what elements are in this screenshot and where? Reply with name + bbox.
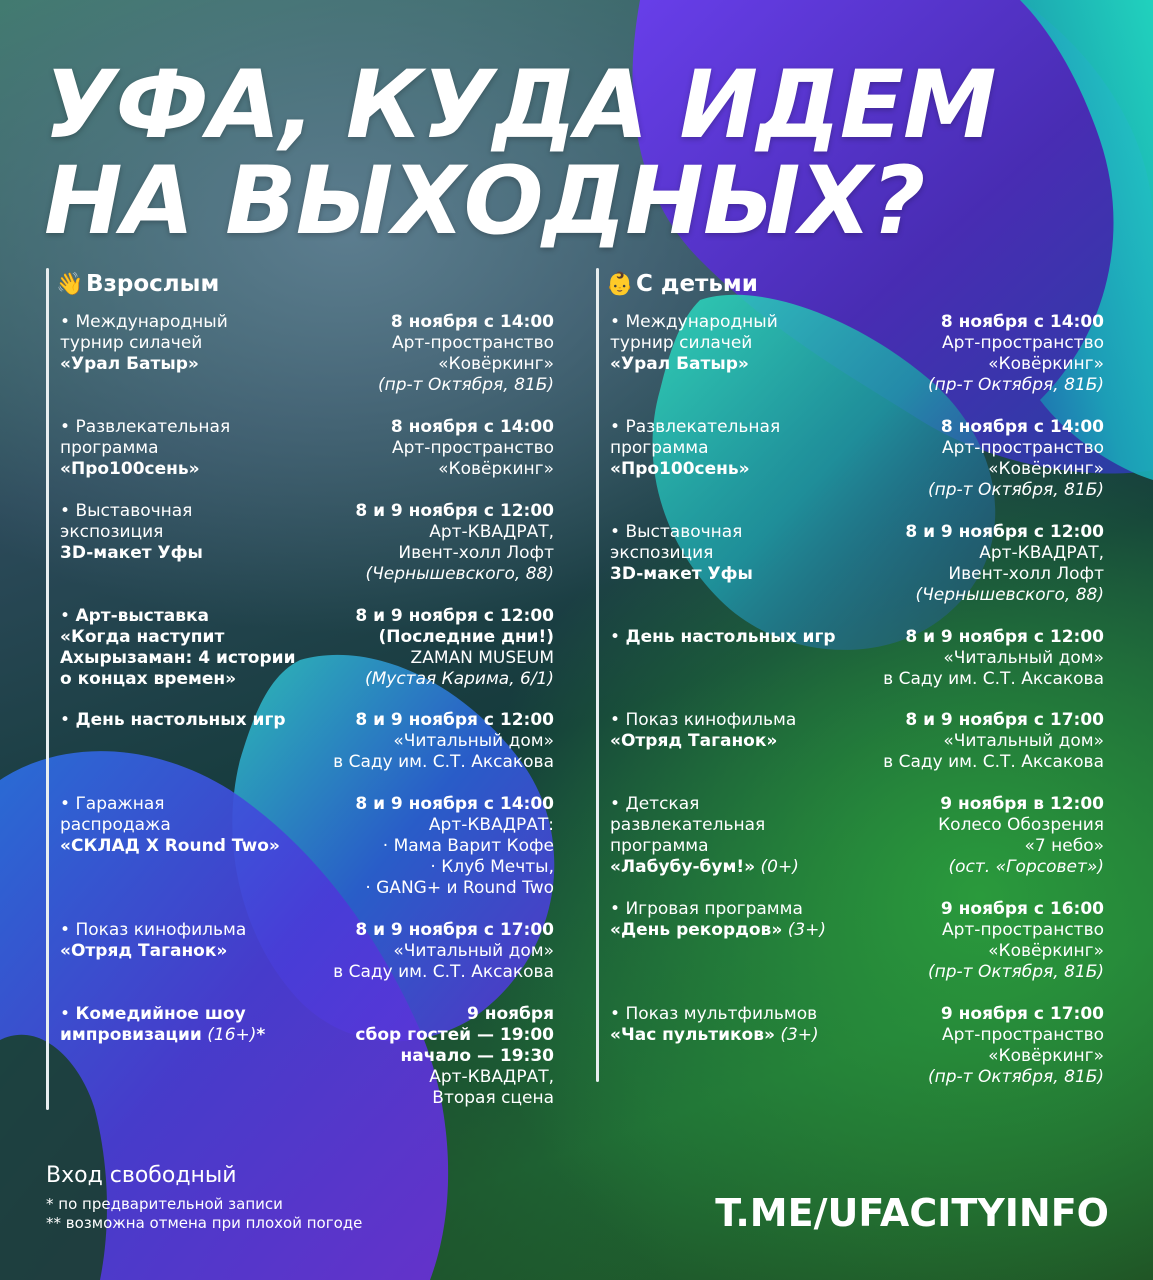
event-title: «Про100сень» bbox=[610, 459, 750, 479]
event-info bbox=[844, 627, 1104, 690]
event-place: Арт-пространство bbox=[941, 920, 1104, 940]
event-type: Развлекательная bbox=[75, 417, 231, 437]
event-name-line bbox=[610, 857, 850, 878]
event-name bbox=[610, 899, 850, 941]
event-address: (пр-т Октября, 81Б) bbox=[378, 375, 554, 395]
event-info bbox=[844, 710, 1104, 773]
event-name bbox=[60, 794, 300, 857]
footnote-mark: * bbox=[256, 1025, 266, 1045]
event-title: «Отряд Таганок» bbox=[60, 941, 228, 961]
event-address: (Чернышевского, 88) bbox=[365, 564, 554, 584]
event-name-line bbox=[610, 522, 850, 543]
event-address: (ост. «Горсовет») bbox=[948, 857, 1104, 877]
event-place: «Ковёркинг» bbox=[988, 354, 1104, 374]
column-title: С детьми bbox=[636, 271, 758, 297]
event-name bbox=[610, 794, 850, 878]
event-info bbox=[294, 501, 554, 585]
bullet-icon: • bbox=[60, 312, 76, 332]
age-rating: (16+) bbox=[207, 1025, 257, 1045]
event-date: 8 ноября с 14:00 bbox=[940, 417, 1104, 437]
event-title: «Урал Батыр» bbox=[610, 354, 749, 374]
event-name-line bbox=[60, 522, 300, 543]
event-place: в Саду им. С.Т. Аксакова bbox=[333, 752, 554, 772]
event-name-line bbox=[610, 1025, 850, 1046]
event-name-line bbox=[610, 899, 850, 920]
bullet-icon: • bbox=[60, 710, 76, 730]
event-name-line bbox=[610, 731, 850, 752]
bullet-icon: • bbox=[610, 1004, 626, 1024]
event-name bbox=[610, 627, 850, 648]
event-name-line bbox=[610, 794, 850, 815]
footnote-weather: ** возможна отмена при плохой погоде bbox=[46, 1214, 363, 1232]
event-title: о концах времен» bbox=[60, 669, 237, 689]
event-type: Игровая программа bbox=[625, 899, 803, 919]
event-name-line bbox=[60, 312, 300, 333]
event-place: «Ковёркинг» bbox=[988, 459, 1104, 479]
event-date: 9 ноября в 12:00 bbox=[940, 794, 1104, 814]
event-info bbox=[844, 1004, 1104, 1088]
event-title: 3D-макет Уфы bbox=[610, 564, 753, 584]
event-date: 8 и 9 ноября с 12:00 bbox=[355, 606, 554, 626]
event-date: 8 и 9 ноября с 17:00 bbox=[905, 710, 1104, 730]
event-name bbox=[610, 312, 850, 375]
event-date: 8 и 9 ноября с 12:00 bbox=[355, 710, 554, 730]
event-title: импровизации bbox=[60, 1025, 202, 1045]
event-place: Арт-КВАДРАТ, bbox=[979, 543, 1104, 563]
event-place: Ивент-холл Лофт bbox=[398, 543, 554, 563]
event-title: «Когда наступит bbox=[60, 627, 225, 647]
event-name-line bbox=[610, 312, 850, 333]
age-rating: (0+) bbox=[760, 857, 799, 877]
event-title: «Про100сень» bbox=[60, 459, 200, 479]
event-info bbox=[844, 794, 1104, 878]
column-heading bbox=[606, 268, 758, 301]
event-name-line bbox=[610, 438, 850, 459]
event-name bbox=[60, 501, 300, 564]
event-name bbox=[60, 417, 300, 480]
bullet-icon: • bbox=[60, 920, 76, 940]
event-place: Арт-КВАДРАТ, bbox=[429, 522, 554, 542]
event-name-line bbox=[60, 354, 300, 375]
event-place: в Саду им. С.Т. Аксакова bbox=[883, 669, 1104, 689]
event-place: в Саду им. С.Т. Аксакова bbox=[883, 752, 1104, 772]
event-name-line bbox=[610, 417, 850, 438]
event-info bbox=[844, 417, 1104, 501]
event-title: «Урал Батыр» bbox=[60, 354, 199, 374]
event-name-line bbox=[60, 815, 300, 836]
event-name-line bbox=[60, 794, 300, 815]
event-type: Международный bbox=[625, 312, 778, 332]
event-place: Арт-КВАДРАТ: bbox=[428, 815, 554, 835]
event-type: Показ кинофильма bbox=[625, 710, 797, 730]
bullet-icon: • bbox=[610, 522, 626, 542]
event-title: 3D-макет Уфы bbox=[60, 543, 203, 563]
event-date: 8 и 9 ноября с 12:00 bbox=[355, 501, 554, 521]
age-rating: (3+) bbox=[787, 920, 827, 940]
event-date: начало — 19:30 bbox=[400, 1046, 554, 1066]
event-name-line bbox=[60, 920, 300, 941]
event-name-line bbox=[610, 333, 850, 354]
bullet-icon: • bbox=[610, 627, 626, 647]
event-address: (пр-т Октября, 81Б) bbox=[928, 480, 1104, 500]
column-divider bbox=[596, 268, 599, 1082]
event-name-line bbox=[60, 648, 300, 669]
event-address: (Мустая Карима, 6/1) bbox=[364, 669, 554, 689]
event-name-line bbox=[610, 836, 850, 857]
event-type: программа bbox=[610, 438, 709, 458]
event-name-line bbox=[60, 543, 300, 564]
event-name-line bbox=[60, 606, 300, 627]
event-date: 8 и 9 ноября с 17:00 bbox=[355, 920, 554, 940]
event-title: «Час пультиков» bbox=[610, 1025, 775, 1045]
event-name-line bbox=[60, 836, 300, 857]
event-name bbox=[610, 1004, 850, 1046]
event-place: «7 небо» bbox=[1024, 836, 1104, 856]
event-type: развлекательная bbox=[610, 815, 766, 835]
event-date: 8 и 9 ноября с 14:00 bbox=[355, 794, 554, 814]
event-name-line bbox=[610, 710, 850, 731]
bullet-icon: • bbox=[610, 899, 626, 919]
event-address: (пр-т Октября, 81Б) bbox=[928, 375, 1104, 395]
event-info bbox=[844, 522, 1104, 606]
event-info bbox=[294, 794, 554, 899]
event-type: Выставочная bbox=[625, 522, 743, 542]
bullet-icon: • bbox=[610, 417, 626, 437]
event-name-line bbox=[60, 438, 300, 459]
event-name bbox=[60, 920, 300, 962]
event-type: Показ мультфильмов bbox=[625, 1004, 818, 1024]
bullet-icon: • bbox=[610, 710, 626, 730]
baby-icon: 👶 bbox=[606, 272, 634, 297]
event-place: Ивент-холл Лофт bbox=[948, 564, 1104, 584]
footnote-registration: * по предварительной записи bbox=[46, 1195, 283, 1213]
event-place: Вторая сцена bbox=[432, 1088, 554, 1108]
event-name-line bbox=[610, 920, 850, 941]
event-name-line bbox=[610, 627, 850, 648]
event-name bbox=[60, 606, 300, 690]
bullet-icon: • bbox=[60, 1004, 76, 1024]
wave-hand-icon: 👋 bbox=[56, 272, 84, 297]
event-type: Выставочная bbox=[75, 501, 193, 521]
event-date: сбор гостей — 19:00 bbox=[355, 1025, 554, 1045]
column-heading bbox=[56, 268, 219, 301]
event-date: (Последние дни!) bbox=[378, 627, 554, 647]
event-title: Ахырызаман: 4 истории bbox=[60, 648, 296, 668]
page-title bbox=[44, 51, 1124, 256]
bullet-icon: • bbox=[60, 417, 76, 437]
event-place: «Ковёркинг» bbox=[988, 1046, 1104, 1066]
event-name-line bbox=[60, 459, 300, 480]
event-title: День настольных игр bbox=[625, 627, 836, 647]
event-name-line bbox=[610, 354, 850, 375]
event-place: Арт-пространство bbox=[941, 1025, 1104, 1045]
event-date: 8 ноября с 14:00 bbox=[940, 312, 1104, 332]
event-title: Комедийное шоу bbox=[75, 1004, 246, 1024]
event-place: Арт-пространство bbox=[391, 438, 554, 458]
event-place: ZAMAN MUSEUM bbox=[410, 648, 554, 668]
event-date: 8 ноября с 14:00 bbox=[390, 312, 554, 332]
event-type: турнир силачей bbox=[610, 333, 753, 353]
event-title: День настольных игр bbox=[75, 710, 286, 730]
event-name-line bbox=[610, 543, 850, 564]
event-name-line bbox=[60, 1004, 300, 1025]
telegram-link[interactable]: T.ME/UFACITYINFO bbox=[715, 1191, 1109, 1235]
bullet-icon: • bbox=[610, 312, 626, 332]
event-date: 9 ноября с 17:00 bbox=[940, 1004, 1104, 1024]
event-name bbox=[60, 312, 300, 375]
event-info bbox=[294, 710, 554, 773]
free-entry-label: Вход свободный bbox=[46, 1163, 237, 1188]
event-type: программа bbox=[60, 438, 159, 458]
event-info bbox=[294, 417, 554, 480]
column-title: Взрослым bbox=[86, 271, 220, 297]
event-name-line bbox=[610, 815, 850, 836]
event-address: (Чернышевского, 88) bbox=[915, 585, 1104, 605]
event-info bbox=[844, 899, 1104, 983]
event-type: турнир силачей bbox=[60, 333, 203, 353]
event-place: Арт-пространство bbox=[941, 438, 1104, 458]
event-place: «Ковёркинг» bbox=[438, 459, 554, 479]
event-name-line bbox=[60, 710, 300, 731]
event-name bbox=[60, 710, 300, 731]
event-info bbox=[844, 312, 1104, 396]
event-info bbox=[294, 312, 554, 396]
event-name-line bbox=[60, 501, 300, 522]
event-place: «Ковёркинг» bbox=[438, 354, 554, 374]
event-type: Международный bbox=[75, 312, 228, 332]
age-rating: (3+) bbox=[780, 1025, 819, 1045]
event-place: «Читальный дом» bbox=[943, 731, 1104, 751]
event-info bbox=[294, 920, 554, 983]
event-place: · Мама Варит Кофе bbox=[382, 836, 554, 856]
event-place: в Саду им. С.Т. Аксакова bbox=[333, 962, 554, 982]
event-type: экспозиция bbox=[60, 522, 164, 542]
event-place: Колесо Обозрения bbox=[938, 815, 1104, 835]
event-date: 9 ноября с 16:00 bbox=[940, 899, 1104, 919]
event-place: «Читальный дом» bbox=[943, 648, 1104, 668]
event-name-line bbox=[60, 627, 300, 648]
event-type: экспозиция bbox=[610, 543, 714, 563]
event-place: «Читальный дом» bbox=[393, 941, 554, 961]
event-type: распродажа bbox=[60, 815, 171, 835]
event-name-line bbox=[60, 417, 300, 438]
event-type: Гаражная bbox=[75, 794, 165, 814]
event-name-line bbox=[60, 669, 300, 690]
event-name-line bbox=[60, 941, 300, 962]
event-address: (пр-т Октября, 81Б) bbox=[928, 962, 1104, 982]
event-address: (пр-т Октября, 81Б) bbox=[928, 1067, 1104, 1087]
event-date: 8 ноября с 14:00 bbox=[390, 417, 554, 437]
bullet-icon: • bbox=[60, 501, 76, 521]
event-name-line bbox=[610, 564, 850, 585]
event-place: Арт-КВАДРАТ, bbox=[429, 1067, 554, 1087]
bullet-icon: • bbox=[610, 794, 626, 814]
event-place: · Клуб Мечты, bbox=[430, 857, 554, 877]
event-place: Арт-пространство bbox=[391, 333, 554, 353]
title-line-2: НА ВЫХОДНЫХ? bbox=[44, 147, 925, 256]
event-name bbox=[610, 417, 850, 480]
event-place: «Ковёркинг» bbox=[988, 941, 1104, 961]
event-name bbox=[610, 522, 850, 585]
event-name-line bbox=[610, 1004, 850, 1025]
event-name bbox=[60, 1004, 300, 1046]
event-place: «Читальный дом» bbox=[393, 731, 554, 751]
event-type: Показ кинофильма bbox=[75, 920, 247, 940]
event-place: Арт-пространство bbox=[941, 333, 1104, 353]
event-title: «Лабубу-бум!» bbox=[610, 857, 756, 877]
bullet-icon: • bbox=[60, 794, 76, 814]
event-info bbox=[294, 1004, 554, 1109]
event-date: 8 и 9 ноября с 12:00 bbox=[905, 627, 1104, 647]
event-name bbox=[610, 710, 850, 752]
event-info bbox=[294, 606, 554, 690]
event-name-line bbox=[60, 333, 300, 354]
event-date: 8 и 9 ноября с 12:00 bbox=[905, 522, 1104, 542]
event-title: Арт-выставка bbox=[75, 606, 209, 626]
event-title: «СКЛАД X Round Two» bbox=[60, 836, 280, 856]
event-place: · GANG+ и Round Two bbox=[365, 878, 554, 898]
column-divider bbox=[46, 268, 49, 1110]
event-title: «Отряд Таганок» bbox=[610, 731, 778, 751]
event-type: Развлекательная bbox=[625, 417, 781, 437]
event-title: «День рекордов» bbox=[610, 920, 783, 940]
event-name-line bbox=[610, 459, 850, 480]
event-date: 9 ноября bbox=[466, 1004, 554, 1024]
event-name-line bbox=[60, 1025, 300, 1046]
event-type: Детская bbox=[625, 794, 700, 814]
title-line-1: УФА, КУДА ИДЕМ bbox=[44, 51, 996, 160]
bullet-icon: • bbox=[60, 606, 76, 626]
event-type: программа bbox=[610, 836, 709, 856]
